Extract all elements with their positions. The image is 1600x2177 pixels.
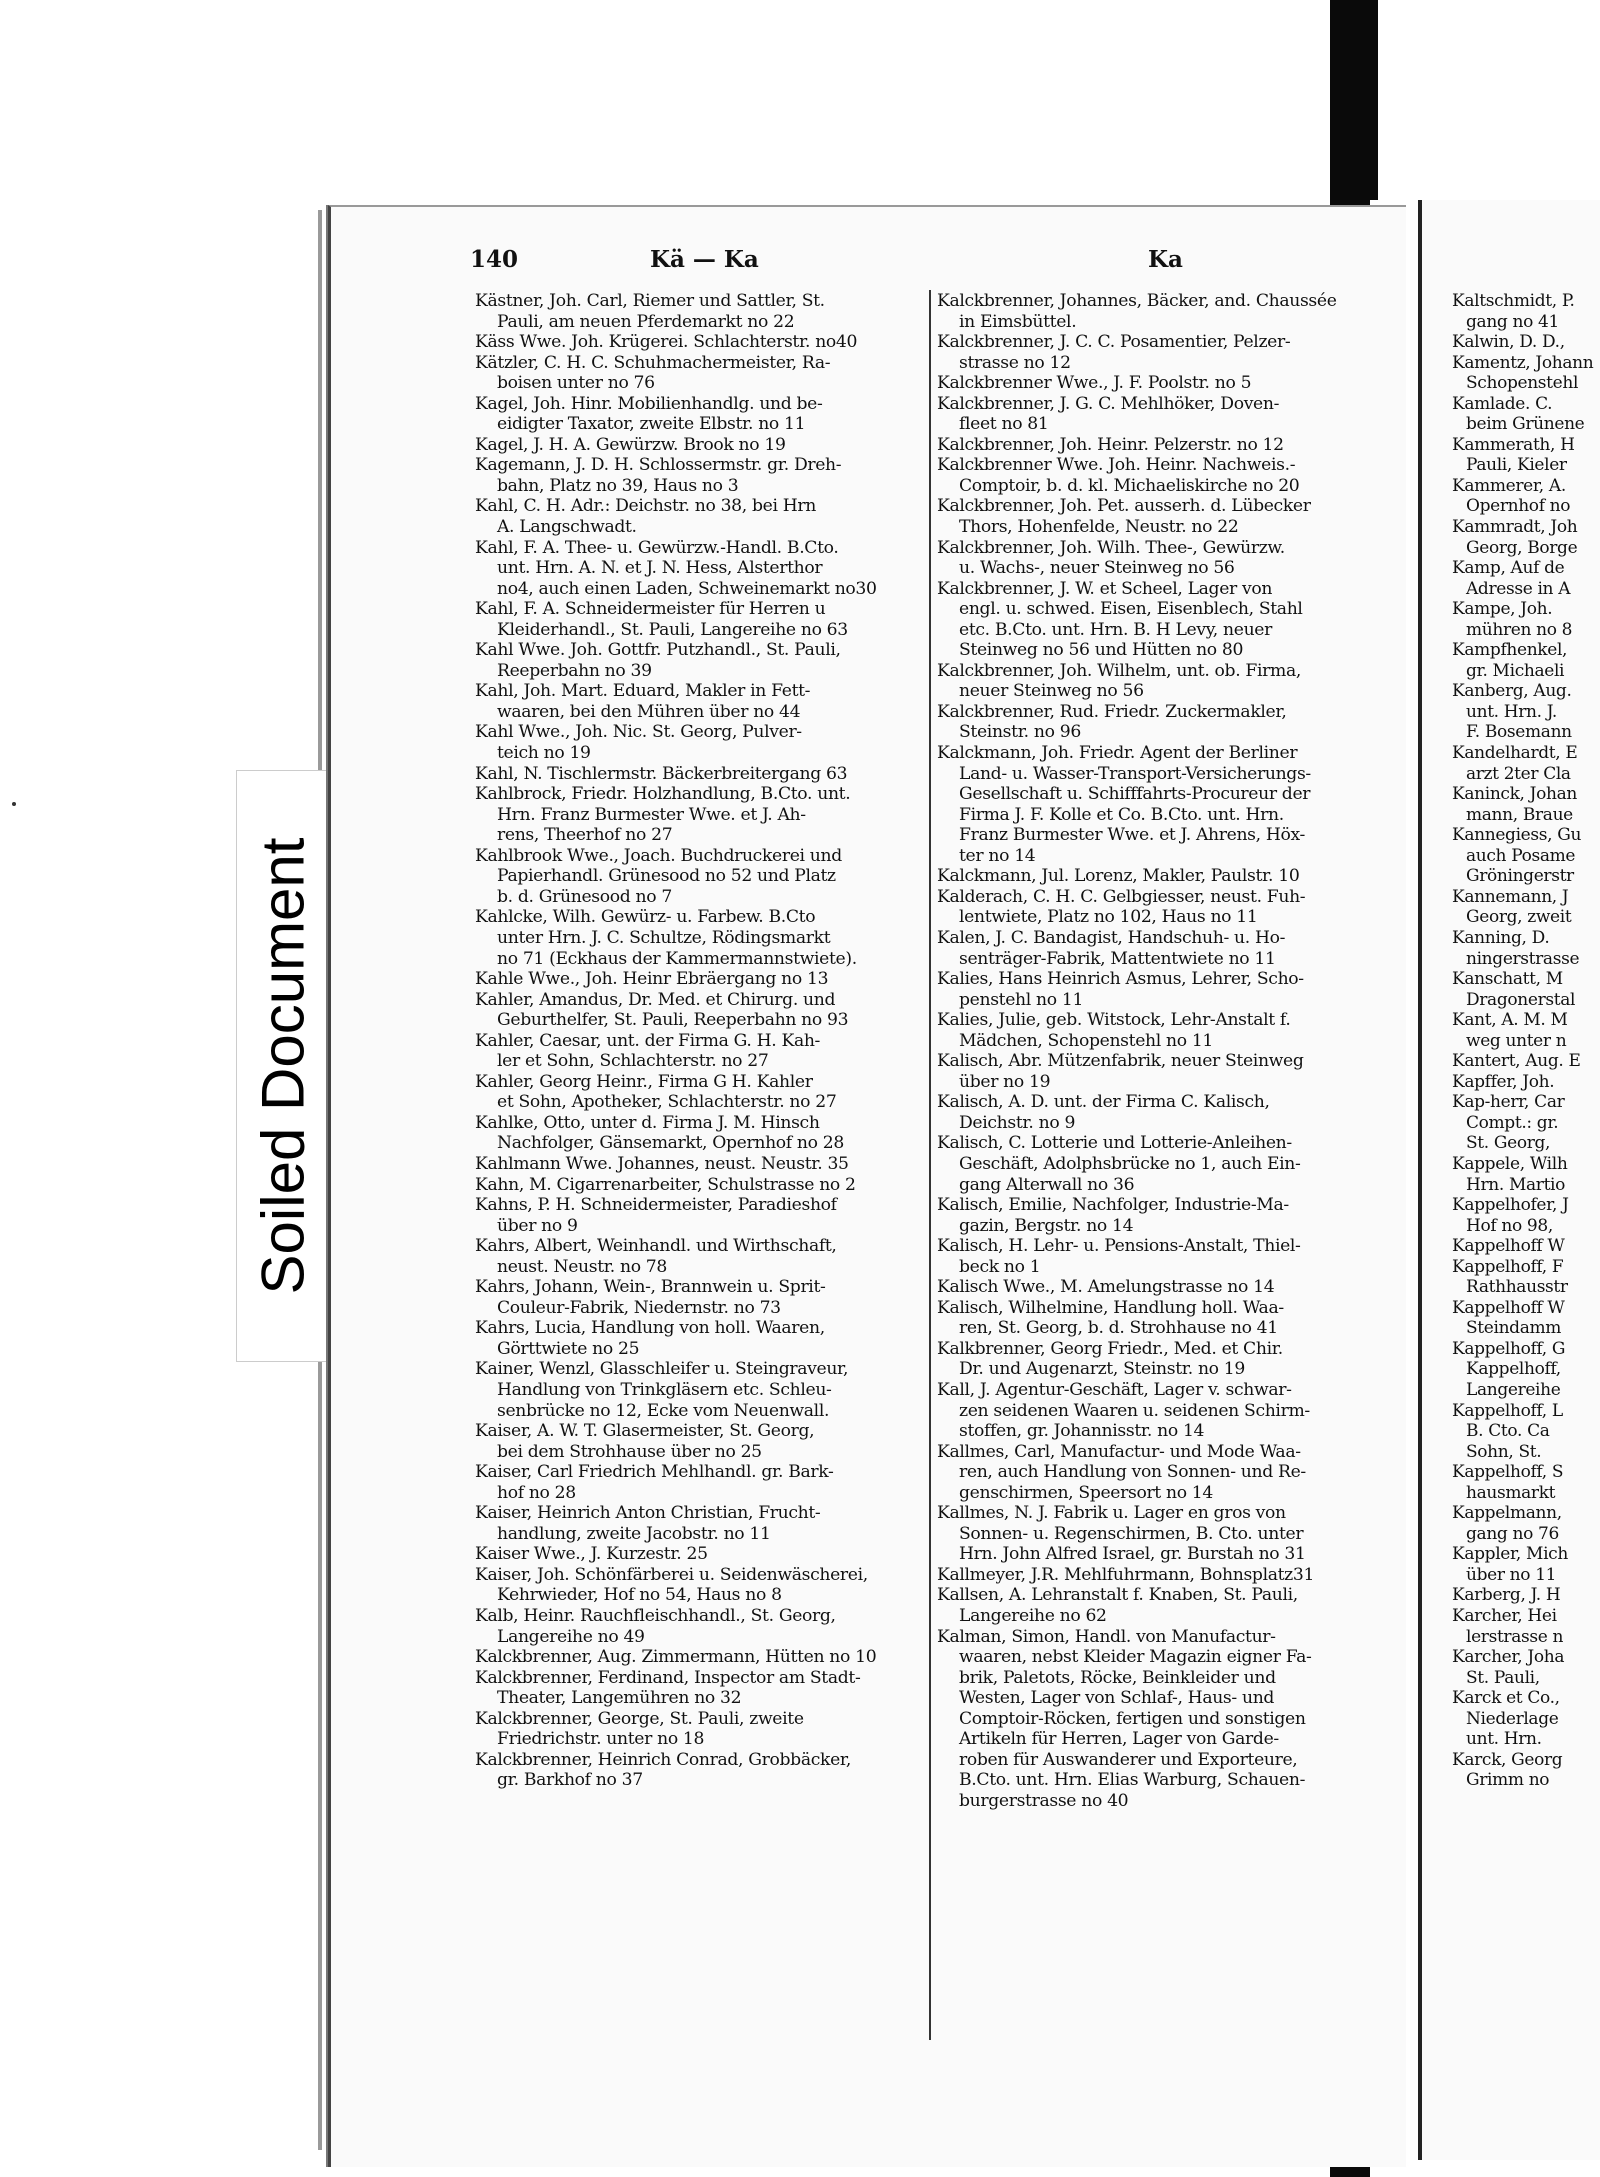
directory-line: Kalckbrenner, Joh. Wilh. Thee-, Gewürzw. — [937, 537, 1285, 558]
directory-line: Kätzler, C. H. C. Schuhmachermeister, Ra- — [475, 352, 831, 373]
directory-line: Kappelhoff W — [1452, 1297, 1565, 1318]
directory-line: Comptoir-Röcken, fertigen und sonstigen — [959, 1708, 1306, 1729]
directory-line: Kehrwieder, Hof no 54, Haus no 8 — [497, 1585, 782, 1606]
directory-line: Kahler, Caesar, unt. der Firma G. H. Kah- — [475, 1030, 821, 1051]
directory-line: Hof no 98, — [1466, 1215, 1553, 1236]
directory-line: unt. Hrn. — [1466, 1729, 1542, 1750]
directory-line: Kappelhoff W — [1452, 1236, 1565, 1257]
directory-line: B. Cto. Ca — [1466, 1421, 1550, 1442]
directory-column-2 — [937, 291, 1385, 1811]
directory-line: Hrn. Franz Burmester Wwe. et J. Ah- — [497, 804, 806, 825]
directory-line: gang no 76 — [1466, 1523, 1559, 1544]
directory-line: stoffen, gr. Johannisstr. no 14 — [959, 1421, 1205, 1442]
directory-line: Karck, Georg — [1452, 1749, 1563, 1770]
directory-line: Langereihe no 62 — [959, 1606, 1107, 1626]
directory-line: engl. u. schwed. Eisen, Eisenblech, Stahl — [959, 599, 1303, 620]
directory-line: Kaiser Wwe., J. Kurzestr. 25 — [475, 1544, 708, 1565]
directory-line: gang no 41 — [1466, 311, 1559, 332]
directory-line: Kandelhardt, E — [1452, 743, 1578, 764]
directory-line: Kahl, Joh. Mart. Eduard, Makler in Fett- — [475, 681, 811, 702]
directory-line: Franz Burmester Wwe. et J. Ahrens, Höx- — [959, 825, 1306, 846]
directory-line: Kahn, M. Cigarrenarbeiter, Schulstrasse no 2 — [475, 1174, 856, 1195]
directory-line: Kalckbrenner, George, St. Pauli, zweite — [475, 1708, 804, 1729]
directory-line: ren, auch Handlung von Sonnen- und Re- — [959, 1462, 1306, 1483]
directory-line: Kantert, Aug. E — [1452, 1051, 1581, 1072]
directory-line: Kaiser, Joh. Schönfärberei u. Seidenwäscherei, — [475, 1564, 868, 1585]
directory-line: burgerstrasse no 40 — [959, 1790, 1129, 1811]
directory-line: Westen, Lager von Schlaf-, Haus- und — [959, 1688, 1275, 1709]
directory-line: über no 19 — [959, 1071, 1051, 1092]
directory-line: Kappelhoff, — [1466, 1359, 1561, 1380]
directory-line: Kahrs, Lucia, Handlung von holl. Waaren, — [475, 1318, 825, 1339]
directory-line: Kahl, N. Tischlermstr. Bäckerbreitergang 63 — [475, 763, 848, 784]
directory-line: u. Wachs-, neuer Steinweg no 56 — [959, 558, 1235, 579]
directory-line: roben für Auswanderer und Exporteure, — [959, 1749, 1298, 1770]
directory-line: Steinstr. no 96 — [959, 722, 1081, 743]
directory-line: Langereihe no 49 — [497, 1626, 645, 1647]
directory-line: Kampfhenkel, — [1452, 640, 1568, 661]
directory-line: Kampe, Joh. — [1452, 599, 1553, 620]
directory-line: Kalies, Hans Heinrich Asmus, Lehrer, Scho- — [937, 969, 1304, 990]
directory-line: Kahl, F. A. Thee- u. Gewürzw.-Handl. B.Cto. — [475, 537, 839, 558]
directory-line: gazin, Bergstr. no 14 — [959, 1215, 1134, 1236]
directory-line: Couleur-Fabrik, Niedernstr. no 73 — [497, 1297, 781, 1318]
soiled-document-label — [236, 770, 330, 1362]
directory-line: Kalckbrenner, Rud. Friedr. Zuckermakler, — [937, 701, 1287, 722]
directory-line: Nachfolger, Gänsemarkt, Opernhof no 28 — [497, 1133, 844, 1154]
directory-line: Kahrs, Albert, Weinhandl. und Wirthschaft, — [475, 1236, 837, 1257]
directory-line: Reeperbahn no 39 — [497, 660, 652, 681]
directory-line: Kahlbrook Wwe., Joach. Buchdruckerei und — [475, 845, 842, 866]
directory-line: arzt 2ter Cla — [1466, 763, 1571, 784]
directory-line: Karcher, Hei — [1452, 1606, 1557, 1626]
directory-line: Kammerer, A. — [1452, 475, 1566, 496]
directory-line: mann, Braue — [1466, 804, 1573, 825]
directory-line: Opernhof no — [1466, 496, 1571, 517]
directory-line: in Eimsbüttel. — [959, 311, 1077, 332]
directory-line: Kall, J. Agentur-Geschäft, Lager v. schwar- — [937, 1379, 1292, 1400]
directory-line: neuer Steinweg no 56 — [959, 681, 1144, 702]
directory-line: St. Pauli, — [1466, 1667, 1540, 1688]
directory-line: beim Grünene — [1466, 414, 1585, 435]
directory-line: et Sohn, Apotheker, Schlachterstr. no 27 — [497, 1092, 837, 1113]
directory-line: Land- u. Wasser-Transport-Versicherungs- — [959, 763, 1311, 784]
directory-line: Kalderach, C. H. C. Gelbgiesser, neust. Fuh- — [937, 886, 1306, 907]
directory-line: B.Cto. unt. Hrn. Elias Warburg, Schauen- — [959, 1770, 1306, 1791]
directory-line: Kalckmann, Jul. Lorenz, Makler, Paulstr. 10 — [937, 866, 1300, 887]
directory-line: Käss Wwe. Joh. Krügerei. Schlachterstr. no40 — [475, 332, 858, 353]
directory-line: gr. Barkhof no 37 — [497, 1770, 643, 1791]
directory-line: F. Bosemann — [1466, 722, 1572, 743]
directory-line: Kahler, Amandus, Dr. Med. et Chirurg. und — [475, 989, 836, 1010]
directory-line: auch Posame — [1466, 845, 1576, 866]
directory-line: Kalisch, H. Lehr- u. Pensions-Anstalt, Thiel- — [937, 1236, 1301, 1257]
directory-line: handlung, zweite Jacobstr. no 11 — [497, 1523, 771, 1544]
directory-line: Kahrs, Johann, Wein-, Brannwein u. Sprit- — [475, 1277, 826, 1298]
directory-line: Kalb, Heinr. Rauchfleischhandl., St. Georg, — [475, 1606, 836, 1626]
directory-line: Kallsen, A. Lehranstalt f. Knaben, St. Pauli, — [937, 1585, 1298, 1606]
directory-line: rens, Theerhof no 27 — [497, 825, 673, 846]
directory-line: Schopenstehl — [1466, 373, 1579, 394]
directory-line: Kaiser, Heinrich Anton Christian, Frucht- — [475, 1503, 821, 1524]
directory-line: Firma J. F. Kolle et Co. B.Cto. unt. Hrn. — [959, 804, 1284, 825]
directory-line: Kalckbrenner, J. G. C. Mehlhöker, Doven- — [937, 393, 1280, 414]
directory-line: Kahlbrock, Friedr. Holzhandlung, B.Cto. unt. — [475, 784, 851, 805]
directory-line: hausmarkt — [1466, 1482, 1556, 1503]
directory-line: Kagemann, J. D. H. Schlossermstr. gr. Dreh- — [475, 455, 842, 476]
directory-line: Kannegiess, Gu — [1452, 825, 1582, 846]
directory-line: Kainer, Wenzl, Glasschleifer u. Steingraveur, — [475, 1359, 849, 1380]
directory-line: gang Alterwall no 36 — [959, 1174, 1135, 1195]
directory-line: bahn, Platz no 39, Haus no 3 — [497, 475, 739, 496]
directory-line: Kalisch, Abr. Mützenfabrik, neuer Steinweg — [937, 1051, 1304, 1072]
page-range-header: Kä — Ka — [650, 246, 759, 273]
directory-line: Kamp, Auf de — [1452, 558, 1565, 579]
directory-line: Pauli, am neuen Pferdemarkt no 22 — [497, 311, 795, 332]
directory-line: Karck et Co., — [1452, 1688, 1560, 1709]
directory-line: hof no 28 — [497, 1482, 576, 1503]
directory-line: Kappele, Wilh — [1452, 1153, 1568, 1174]
directory-line: Kagel, Joh. Hinr. Mobilienhandlg. und be- — [475, 393, 823, 414]
directory-line: Kalies, Julie, geb. Witstock, Lehr-Anstalt f. — [937, 1010, 1291, 1031]
directory-line: Kalisch, Emilie, Nachfolger, Industrie-Ma- — [937, 1195, 1289, 1216]
directory-line: Kahler, Georg Heinr., Firma G H. Kahler — [475, 1071, 813, 1092]
directory-line: Kappelhoff, F — [1452, 1256, 1564, 1277]
directory-line: ter no 14 — [959, 845, 1036, 866]
directory-line: Kleiderhandl., St. Pauli, Langereihe no 63 — [497, 619, 848, 640]
directory-line: senbrücke no 12, Ecke vom Neuenwall. — [497, 1400, 830, 1421]
directory-line: Adresse in A — [1466, 578, 1571, 599]
directory-line: Kalckbrenner, Johannes, Bäcker, and. Chaussée — [937, 291, 1337, 311]
directory-line: Kappelhoff, G — [1452, 1338, 1566, 1359]
directory-line: Kagel, J. H. A. Gewürzw. Brook no 19 — [475, 434, 786, 455]
directory-line: Deichstr. no 9 — [959, 1112, 1076, 1133]
directory-line: Kalwin, D. D., — [1452, 332, 1565, 353]
directory-line: mühren no 8 — [1466, 619, 1573, 640]
directory-line: über no 9 — [497, 1215, 578, 1236]
directory-line: lerstrasse n — [1466, 1626, 1564, 1647]
directory-line: ningerstrasse — [1466, 948, 1580, 969]
directory-line: Dr. und Augenarzt, Steinstr. no 19 — [959, 1359, 1245, 1380]
directory-line: Kalckmann, Joh. Friedr. Agent der Berliner — [937, 743, 1298, 764]
directory-line: lentwiete, Platz no 102, Haus no 11 — [959, 907, 1258, 928]
directory-line: Kappler, Mich — [1452, 1544, 1568, 1565]
directory-line: weg unter n — [1466, 1030, 1567, 1051]
directory-line: waaren, nebst Kleider Magazin eigner Fa- — [959, 1647, 1312, 1668]
directory-line: teich no 19 — [497, 743, 591, 764]
directory-line: Kappelhofer, J — [1452, 1195, 1569, 1216]
directory-line: ren, St. Georg, b. d. Strohhause no 41 — [959, 1318, 1278, 1339]
directory-line: Artikeln für Herren, Lager von Garde- — [959, 1729, 1279, 1750]
directory-line: Kappelhoff, S — [1452, 1462, 1564, 1483]
directory-line: waaren, bei den Mühren über no 44 — [497, 701, 801, 722]
directory-line: Dragonerstal — [1466, 989, 1576, 1010]
directory-line: Kanberg, Aug. — [1452, 681, 1572, 702]
directory-line: Geschäft, Adolphsbrücke no 1, auch Ein- — [959, 1153, 1301, 1174]
directory-column-1 — [475, 291, 925, 1791]
directory-line: Kalkbrenner, Georg Friedr., Med. et Chir. — [937, 1338, 1283, 1359]
directory-line: Kahl Wwe. Joh. Gottfr. Putzhandl., St. Pauli, — [475, 640, 841, 661]
directory-line: Steindamm — [1466, 1318, 1562, 1339]
directory-line: Kalisch, A. D. unt. der Firma C. Kalisch, — [937, 1092, 1270, 1113]
directory-line: Kalckbrenner Wwe. Joh. Heinr. Nachweis.- — [937, 455, 1296, 476]
directory-line: Geburthelfer, St. Pauli, Reeperbahn no 93 — [497, 1010, 849, 1031]
directory-line: Kapffer, Joh. — [1452, 1071, 1555, 1092]
directory-line: Kanning, D. — [1452, 927, 1550, 948]
directory-line: Karberg, J. H — [1452, 1585, 1561, 1606]
directory-line: Georg, Borge — [1466, 537, 1578, 558]
directory-line: Friedrichstr. unter no 18 — [497, 1729, 705, 1750]
directory-line: Kalckbrenner, Aug. Zimmermann, Hütten no 10 — [475, 1647, 877, 1668]
directory-line: etc. B.Cto. unt. Hrn. B. H Levy, neuer — [959, 619, 1272, 640]
directory-line: bei dem Strohhause über no 25 — [497, 1441, 762, 1462]
directory-line: Kalckbrenner, Ferdinand, Inspector am Stadt- — [475, 1667, 861, 1688]
directory-line: Thors, Hohenfelde, Neustr. no 22 — [959, 517, 1239, 538]
speck — [12, 802, 16, 806]
directory-line: Kallmes, N. J. Fabrik u. Lager en gros von — [937, 1503, 1286, 1524]
directory-line: Gröningerstr — [1466, 866, 1574, 887]
directory-line: Niederlage — [1466, 1708, 1559, 1729]
directory-line: Rathhausstr — [1466, 1277, 1568, 1298]
directory-line: Kap-herr, Car — [1452, 1092, 1565, 1113]
directory-line: Kalckbrenner Wwe., J. F. Poolstr. no 5 — [937, 373, 1252, 394]
directory-line: A. Langschwadt. — [497, 517, 637, 538]
directory-line: boisen unter no 76 — [497, 373, 655, 394]
directory-line: Kahns, P. H. Schneidermeister, Paradieshof — [475, 1195, 837, 1216]
directory-line: Kalisch, C. Lotterie und Lotterie-Anleihen- — [937, 1133, 1292, 1154]
directory-line: penstehl no 11 — [959, 989, 1084, 1010]
directory-line: Kalman, Simon, Handl. von Manufactur- — [937, 1626, 1276, 1647]
directory-line: Mädchen, Schopenstehl no 11 — [959, 1030, 1214, 1051]
directory-line: Kalen, J. C. Bandagist, Handschuh- u. Ho- — [937, 927, 1286, 948]
directory-line: Kappelmann, — [1452, 1503, 1562, 1524]
directory-line: neust. Neustr. no 78 — [497, 1256, 667, 1277]
directory-line: Kalisch Wwe., M. Amelungstrasse no 14 — [937, 1277, 1275, 1298]
directory-line: eidigter Taxator, zweite Elbstr. no 11 — [497, 414, 806, 435]
directory-line: fleet no 81 — [959, 414, 1049, 435]
directory-line: gr. Michaeli — [1466, 660, 1565, 681]
directory-line: Kalisch, Wilhelmine, Handlung holl. Waa- — [937, 1297, 1284, 1318]
directory-line: Langereihe — [1466, 1379, 1561, 1400]
directory-line: Pauli, Kieler — [1466, 455, 1567, 476]
directory-line: Papierhandl. Grünesood no 52 und Platz — [497, 866, 836, 887]
directory-line: Kahle Wwe., Joh. Heinr Ebräergang no 13 — [475, 969, 829, 990]
directory-line: Comptoir, b. d. kl. Michaeliskirche no 20 — [959, 475, 1300, 496]
directory-line: Kammradt, Joh — [1452, 517, 1578, 538]
directory-line: Georg, zweit — [1466, 907, 1572, 928]
directory-line: Görttwiete no 25 — [497, 1338, 640, 1359]
directory-line: Kammerath, H — [1452, 434, 1575, 455]
directory-line: Kahl Wwe., Joh. Nic. St. Georg, Pulver- — [475, 722, 802, 743]
directory-line: Handlung von Trinkgläsern etc. Schleu- — [497, 1379, 832, 1400]
soiled-document-text: Soiled Document — [249, 837, 317, 1295]
directory-line: unt. Hrn. J. — [1466, 701, 1557, 722]
directory-line: Hrn. Martio — [1466, 1174, 1566, 1195]
directory-line: beck no 1 — [959, 1256, 1041, 1277]
directory-line: Kamlade. C. — [1452, 393, 1553, 414]
directory-line: b. d. Grünesood no 7 — [497, 886, 672, 907]
directory-line: Kalckbrenner, Joh. Pet. ausserh. d. Lübecker — [937, 496, 1311, 517]
page-number: 140 — [470, 246, 519, 273]
scanner-edge-top — [1348, 0, 1378, 200]
directory-line: Kalckbrenner, J. W. et Scheel, Lager von — [937, 578, 1273, 599]
directory-line: Theater, Langemühren no 32 — [497, 1688, 742, 1709]
directory-line: Kahl, C. H. Adr.: Deichstr. no 38, bei Hrn — [475, 496, 816, 517]
directory-line: Kamentz, Johann — [1452, 352, 1594, 373]
directory-line: Kallmes, Carl, Manufactur- und Mode Waa- — [937, 1441, 1301, 1462]
directory-line: Steinweg no 56 und Hütten no 80 — [959, 640, 1244, 661]
directory-line: Kahlke, Otto, unter d. Firma J. M. Hinsch — [475, 1112, 820, 1133]
directory-line: Sohn, St. — [1466, 1441, 1542, 1462]
directory-line: Sonnen- u. Regenschirmen, B. Cto. unter — [959, 1523, 1304, 1544]
directory-line: Kalckbrenner, Joh. Wilhelm, unt. ob. Firma, — [937, 660, 1301, 681]
column-header: Ka — [1148, 246, 1183, 273]
directory-line: senträger-Fabrik, Mattentwiete no 11 — [959, 948, 1276, 969]
directory-line: ler et Sohn, Schlachterstr. no 27 — [497, 1051, 769, 1072]
directory-line: strasse no 12 — [959, 352, 1071, 373]
directory-line: unter Hrn. J. C. Schultze, Rödingsmarkt — [497, 927, 831, 948]
directory-line: Grimm no — [1466, 1770, 1550, 1791]
directory-line: unt. Hrn. A. N. et J. N. Hess, Alsterthor — [497, 558, 823, 579]
directory-column-3 — [1452, 291, 1600, 1791]
directory-line: Kahlmann Wwe. Johannes, neust. Neustr. 35 — [475, 1153, 849, 1174]
directory-line: Kästner, Joh. Carl, Riemer und Sattler, St. — [475, 291, 825, 311]
directory-line: Kaiser, A. W. T. Glasermeister, St. Georg, — [475, 1421, 815, 1442]
column-divider — [929, 290, 931, 2040]
directory-line: Kalckbrenner, Joh. Heinr. Pelzerstr. no 12 — [937, 434, 1284, 455]
directory-line: Kaiser, Carl Friedrich Mehlhandl. gr. Bark- — [475, 1462, 834, 1483]
directory-line: no4, auch einen Laden, Schweinemarkt no30 — [497, 578, 877, 599]
directory-line: genschirmen, Speersort no 14 — [959, 1482, 1213, 1503]
directory-line: Gesellschaft u. Schifffahrts-Procureur der — [959, 784, 1311, 805]
directory-line: brik, Paletots, Röcke, Beinkleider und — [959, 1667, 1276, 1688]
directory-line: Kant, A. M. M — [1452, 1010, 1568, 1031]
directory-line: Kannemann, J — [1452, 886, 1569, 907]
directory-line: no 71 (Eckhaus der Kammermannstwiete). — [497, 948, 857, 969]
directory-line: Kallmeyer, J.R. Mehlfuhrmann, Bohnsplatz31 — [937, 1564, 1315, 1585]
directory-line: Kahlcke, Wilh. Gewürz- u. Farbew. B.Cto — [475, 907, 816, 928]
directory-line: Kappelhoff, L — [1452, 1400, 1563, 1421]
directory-line: Kaninck, Johan — [1452, 784, 1577, 805]
directory-line: über no 11 — [1466, 1564, 1557, 1585]
directory-line: Kalckbrenner, J. C. C. Posamentier, Pelzer- — [937, 332, 1291, 353]
directory-line: St. Georg, — [1466, 1133, 1551, 1154]
directory-line: Compt.: gr. — [1466, 1112, 1559, 1133]
directory-line: Kahl, F. A. Schneidermeister für Herren u — [475, 599, 826, 620]
directory-line: Kalckbrenner, Heinrich Conrad, Grobbäcker, — [475, 1749, 851, 1770]
directory-line: Kaltschmidt, P. — [1452, 291, 1575, 311]
directory-line: Karcher, Joha — [1452, 1647, 1565, 1668]
directory-line: Kanschatt, M — [1452, 969, 1563, 990]
directory-line: zen seidenen Waaren u. seidenen Schirm- — [959, 1400, 1310, 1421]
directory-line: Hrn. John Alfred Israel, gr. Burstah no 31 — [959, 1544, 1306, 1565]
